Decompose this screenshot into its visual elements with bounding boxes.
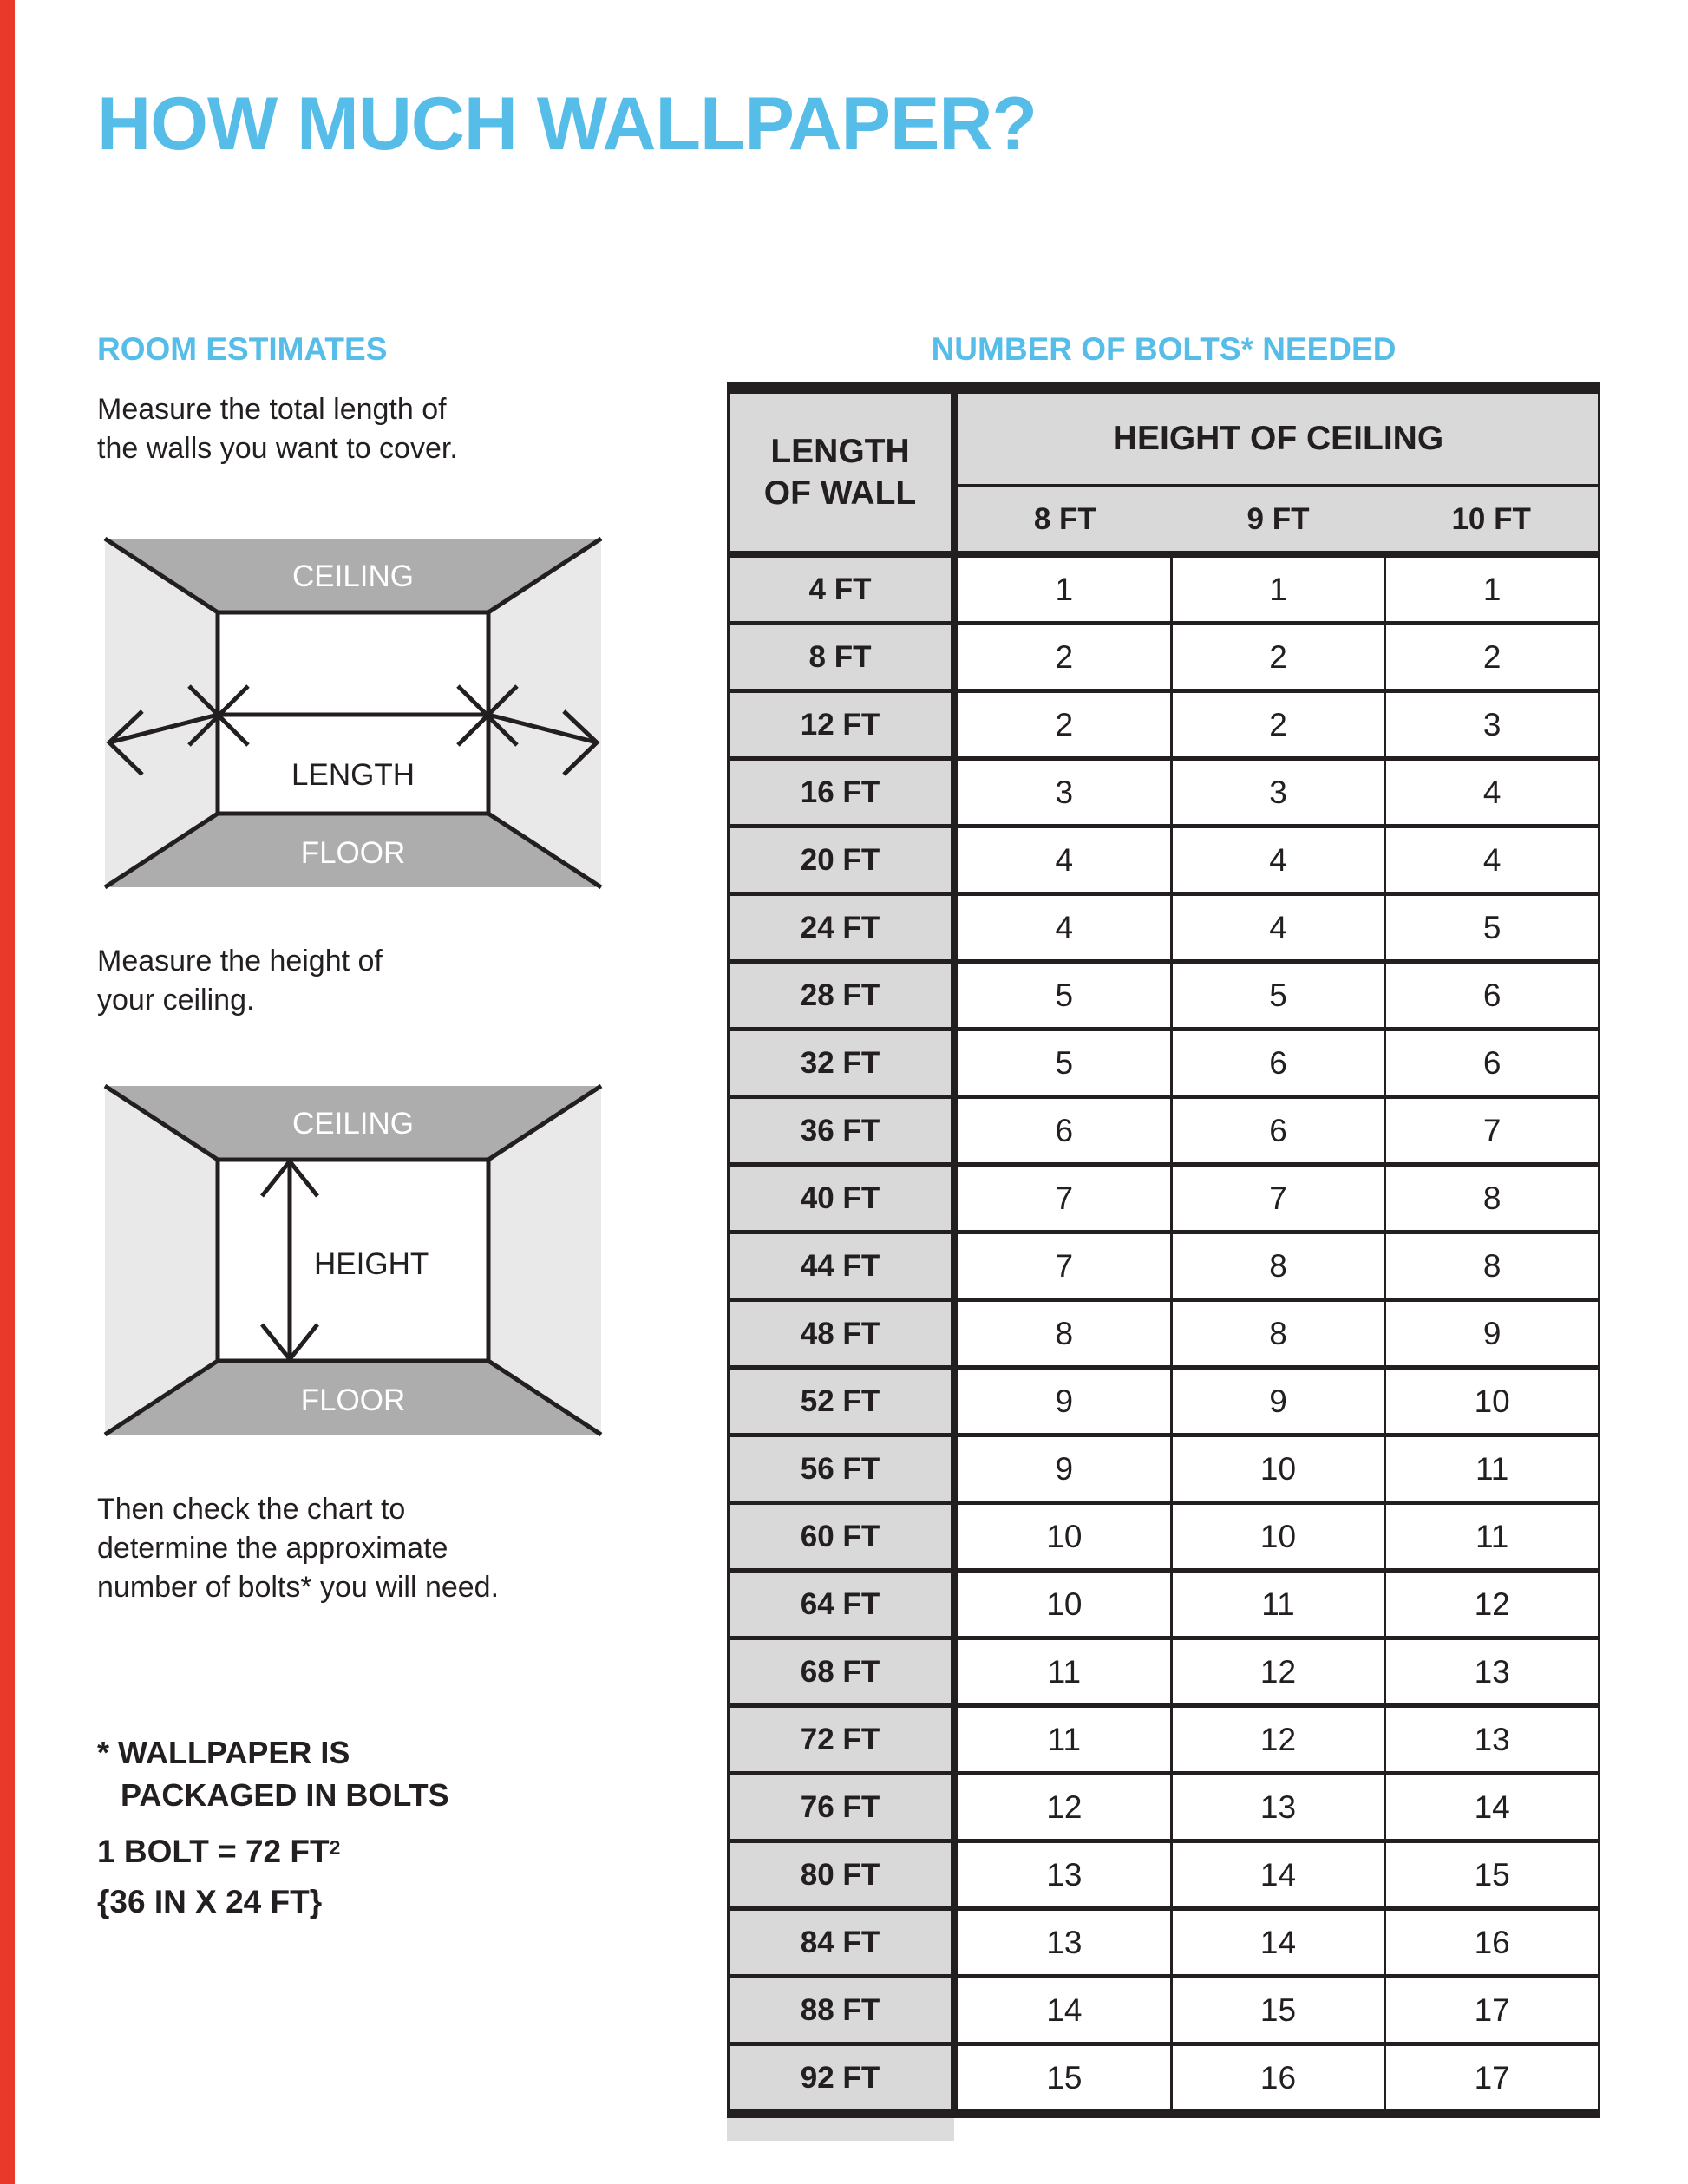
bolt-count-cell: 12 [958,1775,1173,1839]
bolt-count-cell: 8 [958,1302,1173,1365]
bolt-count-cell: 7 [1173,1167,1387,1230]
bolt-count-cell: 2 [958,693,1173,756]
bolt-count-cell: 1 [958,558,1173,621]
column-group-header: HEIGHT OF CEILING [958,394,1598,487]
bolt-dimensions: {36 IN X 24 FT} [97,1884,323,1919]
table-top-border [727,382,1600,394]
bolt-count-cell: 11 [1173,1573,1387,1636]
table-row [730,964,1598,1031]
bolt-count-cell: 14 [1173,1843,1387,1906]
bolt-count-cell: 14 [1386,1775,1598,1839]
table-row [730,1708,1598,1775]
instruction-line: the walls you want to cover. [97,432,458,465]
row-label: 12 FT [730,693,958,756]
bolt-count-cell: 15 [958,2046,1173,2109]
bolt-equivalence-superscript: 2 [329,1836,341,1859]
ceiling-label: CEILING [291,559,415,593]
bolt-count-cell: 11 [1386,1437,1598,1501]
bolt-count-cell: 5 [1386,896,1598,959]
row-header-line: LENGTH [770,432,910,470]
bolt-count-cell: 11 [958,1708,1173,1771]
bolt-count-cell: 14 [958,1978,1173,2042]
room-height-diagram [97,1078,609,1442]
bolt-count-cell: 3 [1386,693,1598,756]
bolt-count-cell: 5 [958,1031,1173,1095]
bolt-count-cell: 3 [958,761,1173,824]
bolt-count-cell: 7 [958,1167,1173,1230]
bolt-count-cell: 17 [1386,2046,1598,2109]
table-row [730,1911,1598,1978]
bolt-count-cell: 11 [1386,1505,1598,1568]
bolt-count-cell: 14 [1173,1911,1387,1974]
bolt-count-cell: 12 [1173,1708,1387,1771]
bolt-count-cell: 13 [1173,1775,1387,1839]
table-row [730,1573,1598,1640]
instruction-measure-height [97,942,383,1020]
instruction-line: Then check the chart to [97,1493,406,1526]
table-row [730,693,1598,761]
instruction-line: Measure the total length of [97,393,447,426]
bolt-count-cell: 4 [958,828,1173,892]
bolt-count-cell: 6 [1173,1099,1387,1162]
bolt-count-cell: 6 [1386,1031,1598,1095]
bolt-count-cell: 10 [958,1505,1173,1568]
table-row [730,828,1598,896]
row-label: 68 FT [730,1640,958,1703]
column-header-8ft: 8 FT [1033,501,1096,536]
bolt-count-cell: 2 [1386,625,1598,689]
table-row [730,1302,1598,1370]
row-label: 84 FT [730,1911,958,1974]
bolt-count-cell: 9 [1173,1370,1387,1433]
bolt-count-cell: 1 [1386,558,1598,621]
bolt-count-cell: 2 [1173,693,1387,756]
bolt-count-cell: 4 [958,896,1173,959]
table-row [730,761,1598,828]
bolt-count-cell: 4 [1386,761,1598,824]
row-label: 64 FT [730,1573,958,1636]
table-row [730,1370,1598,1437]
footnote-line: PACKAGED IN BOLTS [121,1777,449,1813]
bolts-table [727,382,1600,2141]
row-label: 4 FT [730,558,958,621]
table-row [730,2046,1598,2109]
bolts-footnote [97,1731,449,1816]
row-label: 28 FT [730,964,958,1027]
bolt-count-cell: 13 [1386,1708,1598,1771]
row-label: 76 FT [730,1775,958,1839]
row-label: 52 FT [730,1370,958,1433]
bolt-count-cell: 8 [1173,1234,1387,1298]
row-label: 48 FT [730,1302,958,1365]
room-estimates-heading: ROOM ESTIMATES [97,331,388,367]
table-row [730,558,1598,625]
row-label: 16 FT [730,761,958,824]
bolt-count-cell: 1 [1173,558,1387,621]
ceiling-label: CEILING [291,1107,415,1141]
bolt-count-cell: 7 [958,1234,1173,1298]
bolt-count-cell: 4 [1173,896,1387,959]
bolt-count-cell: 4 [1386,828,1598,892]
floor-label: FLOOR [300,836,406,870]
bolt-count-cell: 8 [1386,1167,1598,1230]
bolt-count-cell: 10 [958,1573,1173,1636]
bolt-count-cell: 12 [1173,1640,1387,1703]
table-row [730,1437,1598,1505]
table-row [730,1234,1598,1302]
instruction-measure-length [97,390,458,468]
table-body [730,558,1598,2109]
row-label: 44 FT [730,1234,958,1298]
bolt-count-cell: 17 [1386,1978,1598,2042]
floor-label: FLOOR [300,1383,406,1417]
bolt-count-cell: 13 [958,1911,1173,1974]
column-subheader-row [958,487,1598,551]
bolt-count-cell: 2 [1173,625,1387,689]
bolt-count-cell: 13 [958,1843,1173,1906]
bolt-count-cell: 9 [958,1437,1173,1501]
table-footer-tab [727,2118,954,2141]
table-row [730,1505,1598,1573]
table-row [730,1167,1598,1234]
row-label: 80 FT [730,1843,958,1906]
bolt-count-cell: 2 [958,625,1173,689]
bolt-count-cell: 12 [1386,1573,1598,1636]
bolt-count-cell: 10 [1386,1370,1598,1433]
header-body-separator [730,551,1598,558]
bolt-count-cell: 6 [1386,964,1598,1027]
bolt-count-cell: 7 [1386,1099,1598,1162]
instruction-line: your ceiling. [97,984,255,1017]
bolt-count-cell: 8 [1386,1234,1598,1298]
row-label: 88 FT [730,1978,958,2042]
bolt-count-cell: 10 [1173,1505,1387,1568]
bolt-count-cell: 3 [1173,761,1387,824]
row-label: 56 FT [730,1437,958,1501]
row-label: 92 FT [730,2046,958,2109]
bolt-equivalence [97,1834,340,1870]
bolt-count-cell: 15 [1386,1843,1598,1906]
row-label: 40 FT [730,1167,958,1230]
table-row [730,1099,1598,1167]
length-label: LENGTH [291,758,415,792]
footnote-line: * WALLPAPER IS [97,1735,350,1770]
row-label: 72 FT [730,1708,958,1771]
row-header-cell [730,394,958,551]
bolt-count-cell: 5 [958,964,1173,1027]
instruction-line: number of bolts* you will need. [97,1571,500,1604]
table-row [730,1775,1598,1843]
page-title: HOW MUCH WALLPAPER? [97,82,1037,166]
row-label: 8 FT [730,625,958,689]
bolt-count-cell: 6 [958,1099,1173,1162]
instruction-line: Measure the height of [97,945,383,978]
bolt-count-cell: 13 [1386,1640,1598,1703]
instruction-check-chart [97,1490,499,1607]
table-row [730,625,1598,693]
bolt-equivalence-text: 1 BOLT = 72 FT [97,1834,330,1869]
row-label: 36 FT [730,1099,958,1162]
row-label: 32 FT [730,1031,958,1095]
height-label: HEIGHT [314,1247,429,1281]
bolt-count-cell: 11 [958,1640,1173,1703]
bolts-needed-heading: NUMBER OF BOLTS* NEEDED [931,331,1397,367]
column-header-9ft: 9 FT [1246,501,1310,536]
table-row [730,1978,1598,2046]
table-header [730,394,1598,551]
bolt-count-cell: 8 [1173,1302,1387,1365]
room-length-diagram [97,531,609,895]
bolt-count-cell: 9 [958,1370,1173,1433]
table-row [730,1031,1598,1099]
bolt-count-cell: 9 [1386,1302,1598,1365]
bolt-count-cell: 5 [1173,964,1387,1027]
bolt-count-cell: 10 [1173,1437,1387,1501]
table-row [730,1640,1598,1708]
table-bottom-border [727,2109,1600,2118]
row-label: 20 FT [730,828,958,892]
row-label: 24 FT [730,896,958,959]
bolt-count-cell: 4 [1173,828,1387,892]
row-label: 60 FT [730,1505,958,1568]
page-edge-stripe [0,0,15,2184]
bolt-count-cell: 15 [1173,1978,1387,2042]
row-header-line: OF WALL [763,474,917,512]
column-header-10ft: 10 FT [1451,501,1531,536]
bolt-count-cell: 16 [1173,2046,1387,2109]
bolt-count-cell: 16 [1386,1911,1598,1974]
table-row [730,1843,1598,1911]
table-row [730,896,1598,964]
bolt-count-cell: 6 [1173,1031,1387,1095]
instruction-line: determine the approximate [97,1532,448,1565]
